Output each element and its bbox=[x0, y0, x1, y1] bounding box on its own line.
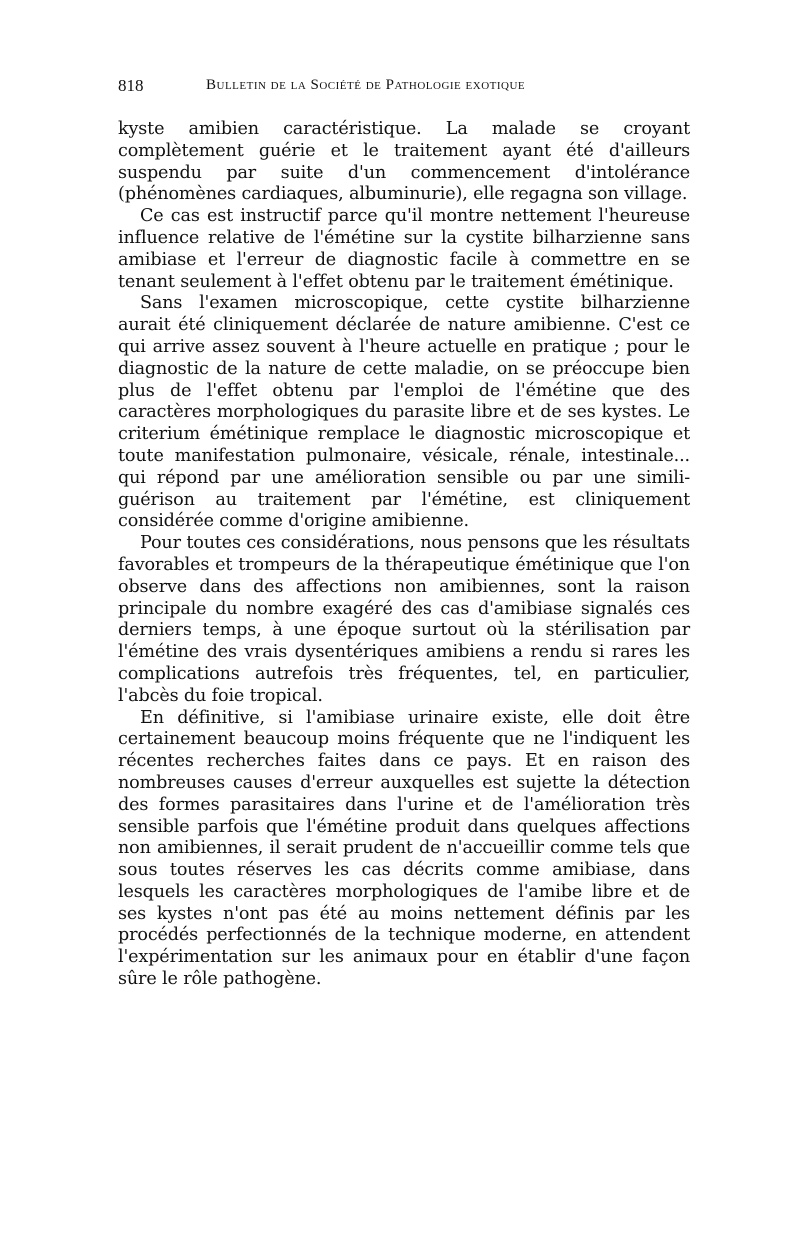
running-title: Bulletin de la Société de Pathologie exotique bbox=[206, 77, 526, 93]
page-number: 818 bbox=[118, 76, 144, 95]
paragraph-microscopic-exam: Sans l'examen microscopique, cette cystite bilharzienne aurait été cliniquement déclarée de nature amibienne. C'est ce qui arrive assez souvent à l'heure actuelle en pratique ; pour le diagnostic de la nature de cette maladie, on se préoccupe bien plus de l'effet obtenu par l'emploi de l'émétine que des caractères morphologiques du parasite libre et de ses kystes. Le criterium émétinique remplace le diagnostic microscopique et toute manifestation pulmonaire, vésicale, rénale, intestinale... qui répond par une amélioration sensible ou par une simili-guérison au traitement par l'émétine, est cliniquement considérée comme d'origine amibienne. bbox=[118, 293, 690, 532]
paragraph-conclusion: En définitive, si l'amibiase urinaire existe, elle doit être certainement beaucoup moins fréquente que ne l'indiquent les récentes recherches faites dans ce pays. Et en raison des nombreuses causes d'erreur auxquelles est sujette la détection des formes parasitaires dans l'urine et de l'amélioration très sensible parfois que l'émétine produit dans quelques affections non amibiennes, il serait prudent de n'accueillir comme tels que sous toutes réserves les cas décrits comme amibiase, dans lesquels les caractères morphologiques de l'amibe libre et de ses kystes n'ont pas été au moins nettement définis par les procédés perfectionnés de la technique moderne, en attendent l'expérimentation sur les animaux pour en établir d'une façon sûre le rôle pathogène. bbox=[118, 707, 690, 990]
paragraph-continuation: kyste amibien caractéristique. La malade se croyant complètement guérie et le traitement ayant été d'ailleurs suspendu par suite d'un commencement d'intolérance (phénomènes cardiaques, albuminurie), elle regagna son village. bbox=[118, 119, 690, 205]
paragraph-considerations: Pour toutes ces considérations, nous pensons que les résultats favorables et trompeurs de la thérapeutique émétinique que l'on observe dans des affections non amibiennes, sont la raison principale du nombre exagéré des cas d'amibiase signalés ces derniers temps, à une époque surtout où la stérilisation par l'émétine des vrais dysentériques amibiens a rendu si rares les complications autrefois très fréquentes, tel, en particulier, l'abcès du foie tropical. bbox=[118, 533, 690, 706]
paragraph-case-instructive: Ce cas est instructif parce qu'il montre nettement l'heureuse influence relative de l'émétine sur la cystite bilharzienne sans amibiase et l'erreur de diagnostic facile à commettre en se tenant seulement à l'effet obtenu par le traitement émétinique. bbox=[118, 206, 690, 292]
page-header bbox=[118, 76, 690, 100]
article-body bbox=[118, 119, 690, 991]
